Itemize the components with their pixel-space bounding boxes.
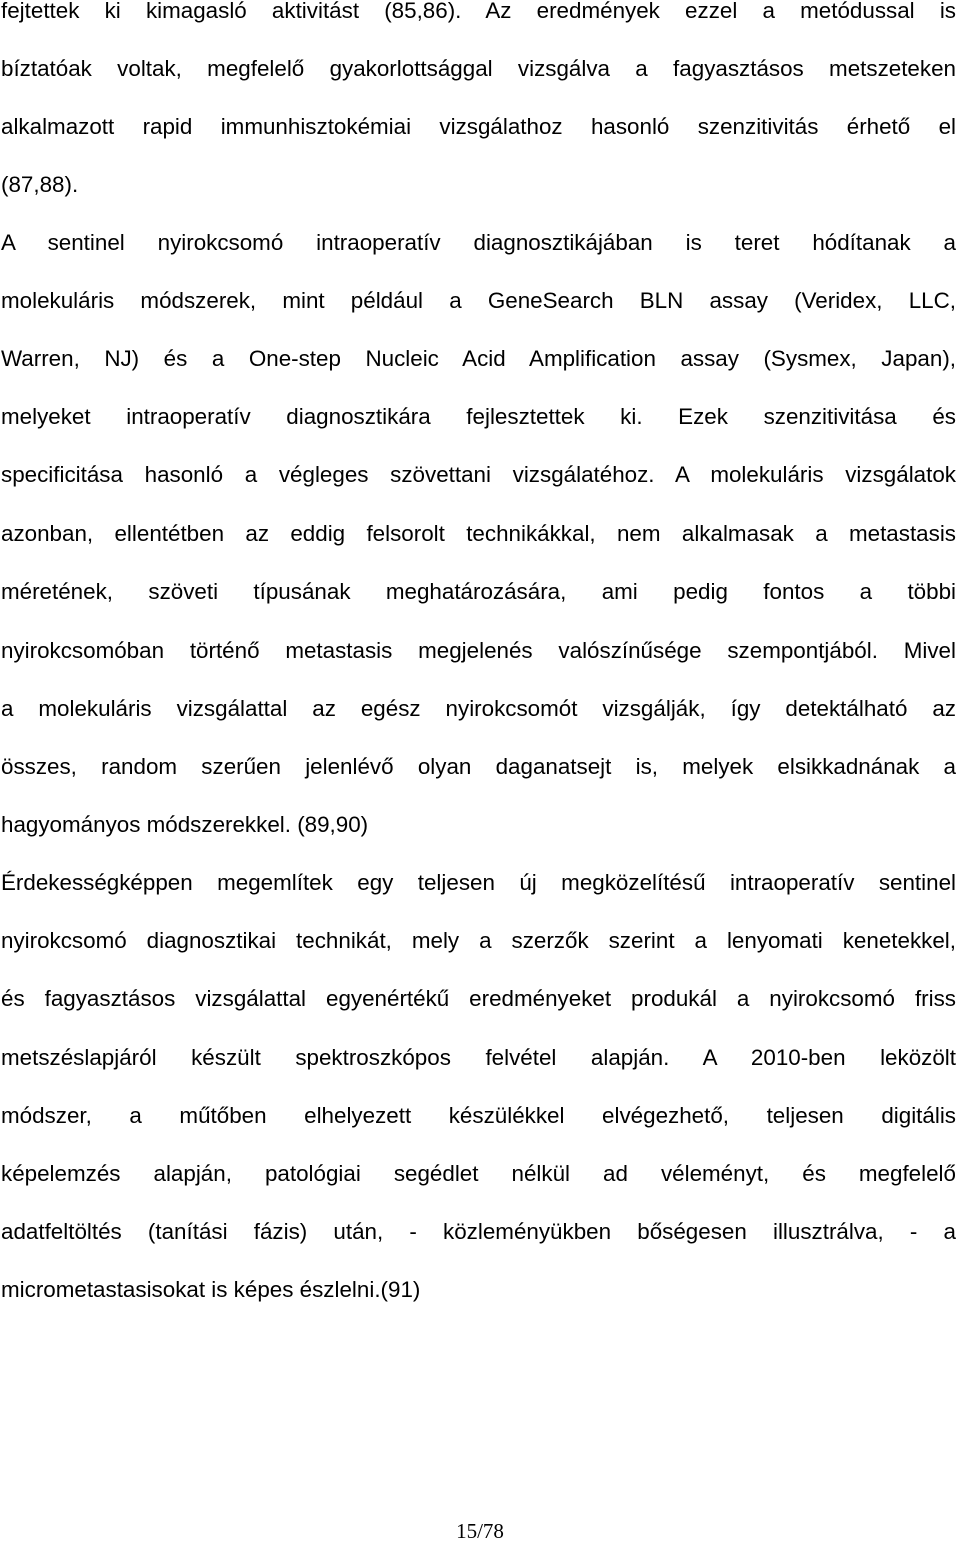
text-line: (87,88). [1, 172, 79, 197]
text-line: összes, random szerűen jelenlévő olyan daganatsejt is, melyek elsikkadnának a [1, 754, 956, 779]
text-line: melyeket intraoperatív diagnosztikára fejlesztettek ki. Ezek szenzitivitása és [1, 404, 956, 429]
text-line: specificitása hasonló a végleges szövettani vizsgálatéhoz. A molekuláris vizsgálatok [1, 462, 956, 487]
text-line: metszéslapjáról készült spektroszkópos felvétel alapján. A 2010-ben leközölt [1, 1045, 956, 1070]
text-line: A sentinel nyirokcsomó intraoperatív diagnosztikájában is teret hódítanak a [1, 230, 956, 255]
text-line: és fagyasztásos vizsgálattal egyenértékű eredményeket produkál a nyirokcsomó friss [1, 986, 956, 1011]
text-line: alkalmazott rapid immunhisztokémiai vizsgálathoz hasonló szenzitivitás érhető el [1, 114, 956, 139]
text-line: nyirokcsomóban történő metastasis megjelenés valószínűsége szempontjából. Mivel [1, 638, 956, 663]
text-line: adatfeltöltés (tanítási fázis) után, - közleményükben bőségesen illusztrálva, - a [1, 1219, 956, 1244]
text-line: fejtettek ki kimagasló aktivitást (85,86). Az eredmények ezzel a metódussal is [1, 0, 956, 23]
text-line: azonban, ellentétben az eddig felsorolt technikákkal, nem alkalmasak a metastasis [1, 521, 956, 546]
text-line: képelemzés alapján, patológiai segédlet nélkül ad véleményt, és megfelelő [1, 1161, 956, 1186]
text-line: nyirokcsomó diagnosztikai technikát, mely a szerzők szerint a lenyomati kenetekkel, [1, 928, 956, 953]
text-line: Warren, NJ) és a One-step Nucleic Acid Amplification assay (Sysmex, Japan), [1, 346, 956, 371]
text-line: molekuláris módszerek, mint például a GeneSearch BLN assay (Veridex, LLC, [1, 288, 956, 313]
text-line: módszer, a műtőben elhelyezett készülékkel elvégezhető, teljesen digitális [1, 1103, 956, 1128]
text-line: Érdekességképpen megemlítek egy teljesen új megközelítésű intraoperatív sentinel [1, 870, 956, 895]
text-line: bíztatóak voltak, megfelelő gyakorlottsággal vizsgálva a fagyasztásos metszeteken [1, 56, 956, 81]
page-number: 15/78 [456, 1519, 504, 1543]
text-line: a molekuláris vizsgálattal az egész nyirokcsomót vizsgálják, így detektálható az [1, 696, 956, 721]
text-line: hagyományos módszerekkel. (89,90) [1, 812, 369, 837]
text-line: micrometastasisokat is képes észlelni.(91) [1, 1277, 421, 1302]
text-line: méretének, szöveti típusának meghatározására, ami pedig fontos a többi [1, 579, 956, 604]
